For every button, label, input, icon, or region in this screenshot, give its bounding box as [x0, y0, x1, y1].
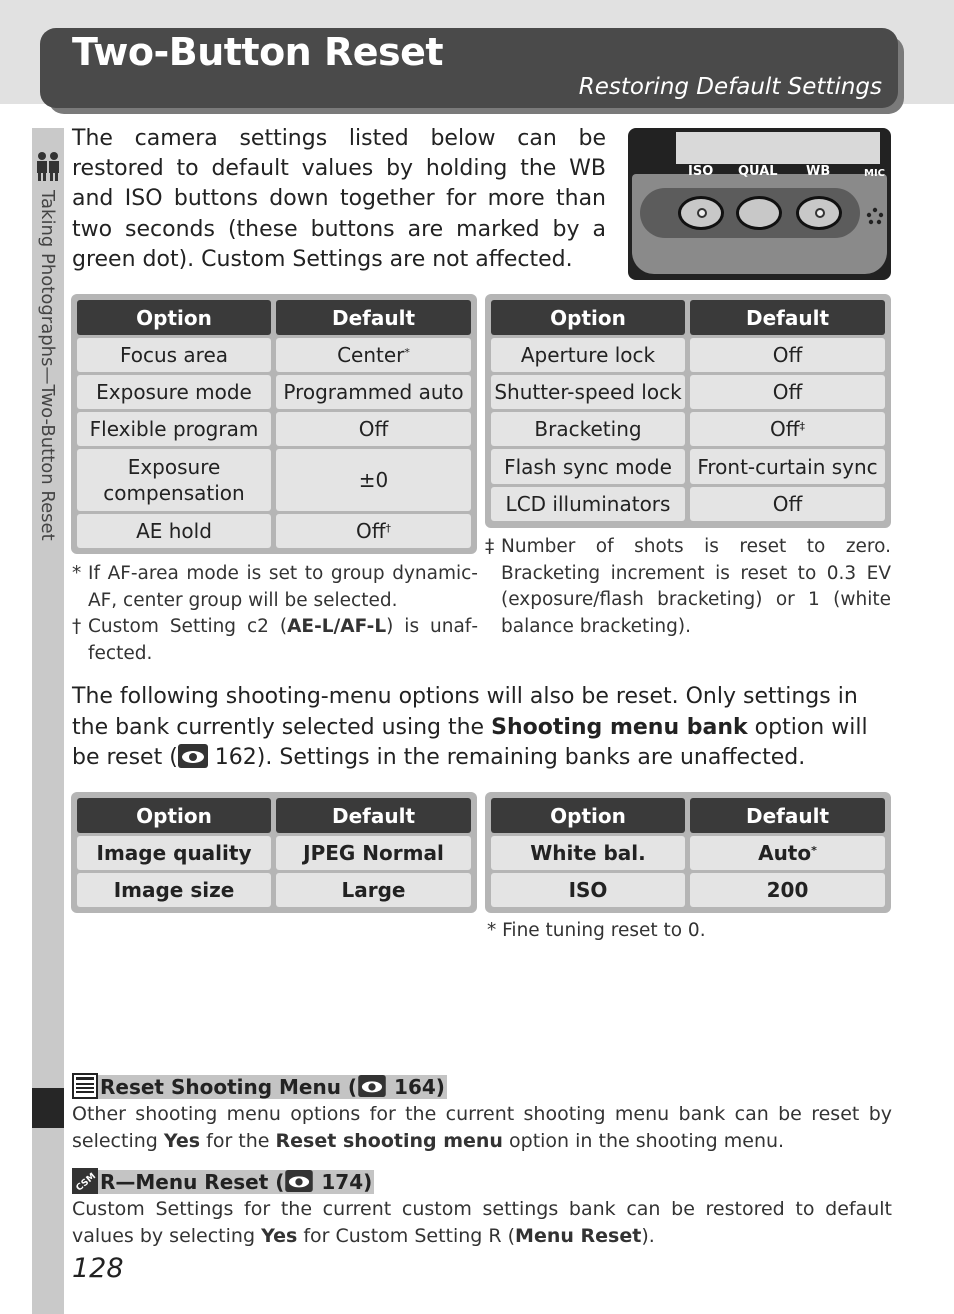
table-cell-default: Front-curtain sync [690, 449, 885, 484]
iso-camera-button [678, 196, 724, 230]
camera-label-wb: WB [806, 164, 831, 179]
footnote-star: * If AF-area mode is set to group dynamic-AF, center group will be selected. [72, 563, 478, 611]
table-header-option: Option [77, 798, 271, 833]
table-cell-option: AE hold [77, 514, 271, 548]
table-header-option: Option [491, 300, 685, 335]
footnote-fine-tuning: * Fine tuning reset to 0. [487, 920, 706, 941]
table-cell-default: Large [276, 873, 471, 907]
wb-camera-button [796, 196, 842, 230]
shooting-menu-paragraph: The following shooting-menu options will also be reset. Only settings in the bank currently selected using the Shooting menu bank option will be reset ( 162). Settings in the remaining banks are unaffected. [72, 684, 868, 770]
table-cell-default: 200 [690, 873, 885, 907]
page-reference-icon [178, 744, 208, 768]
table-cell-default: Off † [276, 514, 471, 548]
section-menu-reset-body: Custom Settings for the current custom settings bank can be restored to default values by selecting Yes for Custom Setting R (Menu Reset). [72, 1198, 892, 1247]
table-cell-option: Image quality [77, 836, 271, 870]
camera-label-qual: QUAL [738, 164, 778, 179]
footnote-double-dagger: ‡ Number of shots is reset to zero. Bracketing increment is reset to 0.3 EV (exposure/flash bracketing) or 1 (white balance bracketing). [485, 536, 891, 637]
table-header-default: Default [690, 798, 885, 833]
table-cell-option: Exposure mode [77, 375, 271, 409]
intro-paragraph: The camera settings listed below can be restored to default values by holding the WB and ISO buttons down together for more than two seconds (these buttons are marked by a green dot). Custom Settings are not affected. [72, 126, 606, 272]
sidebar-label [34, 190, 62, 620]
reset-table-camera-settings-1 [71, 294, 477, 554]
reset-table-shooting-menu-2 [485, 792, 891, 913]
sidebar-label-text: Taking Photographs—Two-Button Reset [37, 190, 58, 541]
camera-label-mic: MIC [864, 168, 886, 179]
iso-button-ref: ISO [124, 186, 163, 212]
reset-table-camera-settings-2 [485, 294, 891, 528]
table-cell-option: Flash sync mode [491, 449, 685, 484]
table-cell-option: ISO [491, 873, 685, 907]
table-cell-default: Programmed auto [276, 375, 471, 409]
section-menu-reset-title: CSM R—Menu Reset ( 174) [72, 1168, 374, 1194]
table-header-default: Default [276, 798, 471, 833]
table-header-default: Default [276, 300, 471, 335]
qual-camera-button [736, 196, 782, 230]
table-cell-option: Exposure compensation [77, 449, 271, 511]
table-cell-default: Center * [276, 338, 471, 372]
page-reference-icon [357, 1075, 387, 1097]
table-header-default: Default [690, 300, 885, 335]
photographer-icon [33, 150, 63, 182]
page-number: 128 [72, 1253, 124, 1284]
section-reset-shooting-menu-body: Other shooting menu options for the current shooting menu bank can be reset by selecting Yes for the Reset shooting menu option in the shooting menu. [72, 1103, 892, 1152]
table-header-option: Option [491, 798, 685, 833]
table-cell-default: ±0 [276, 449, 471, 511]
table-cell-option: Bracketing [491, 412, 685, 446]
svg-text:CSM: CSM [74, 1171, 98, 1194]
page-title: Two-Button Reset [72, 30, 444, 74]
table-cell-default: Off [690, 375, 885, 409]
table-cell-option: Focus area [77, 338, 271, 372]
table-cell-option: Flexible program [77, 412, 271, 446]
table-cell-default: JPEG Normal [276, 836, 471, 870]
table-cell-default: Off [690, 487, 885, 521]
footnote-dagger: † Custom Setting c2 (AE-L/AF-L) is unaffected. [72, 616, 479, 664]
wb-button-ref: WB [569, 156, 606, 182]
table-header-option: Option [77, 300, 271, 335]
reset-table-shooting-menu-1 [71, 792, 477, 913]
page-subtitle: Restoring Default Settings [578, 74, 882, 100]
table-cell-option: Aperture lock [491, 338, 685, 372]
table-cell-default: Off [690, 338, 885, 372]
section-reset-shooting-menu-title: Reset Shooting Menu ( 164) [72, 1073, 447, 1099]
custom-settings-icon [72, 1168, 98, 1194]
shooting-menu-icon [72, 1073, 98, 1099]
table-cell-option: Image size [77, 873, 271, 907]
side-tab-marker [32, 1088, 64, 1128]
camera-buttons-illustration [628, 128, 891, 280]
table-cell-option: LCD illuminators [491, 487, 685, 521]
camera-lcd [676, 132, 880, 164]
microphone-icon [864, 206, 886, 228]
table-cell-default: Off ‡ [690, 412, 885, 446]
table-cell-default: Off [276, 412, 471, 446]
table-cell-option: White bal. [491, 836, 685, 870]
page-reference-icon [284, 1170, 314, 1192]
camera-label-iso: ISO [688, 164, 714, 179]
table-cell-option: Shutter-speed lock [491, 375, 685, 409]
table-cell-default: Auto * [690, 836, 885, 870]
